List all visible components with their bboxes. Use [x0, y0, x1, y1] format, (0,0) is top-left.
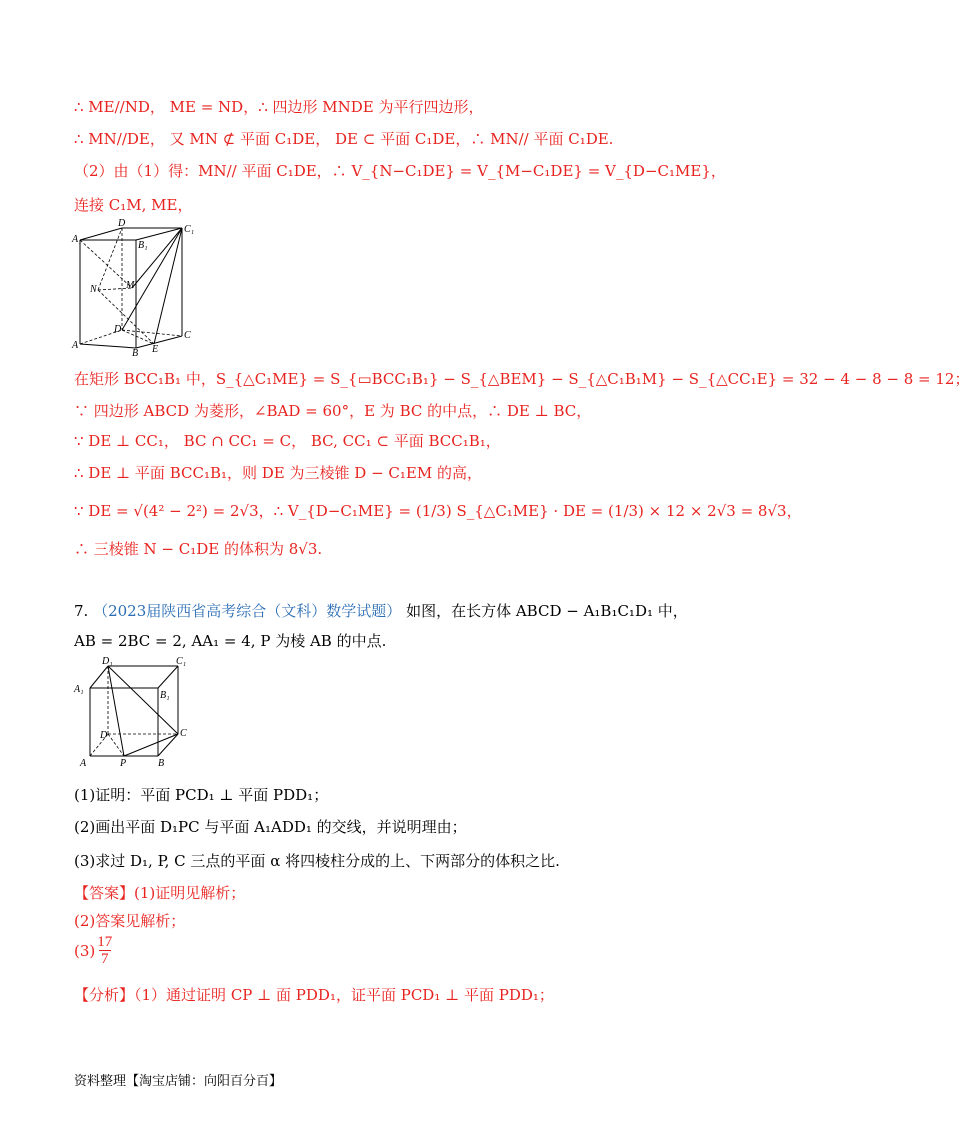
analysis-tag: 【分析】	[74, 986, 135, 1004]
fig1-label-B: B	[132, 348, 139, 359]
answer-3-fraction	[97, 934, 112, 967]
answer-3	[74, 934, 112, 967]
fig1-label-C: C	[184, 330, 191, 341]
solution-line-8: ∴ DE ⊥ 平面 BCC₁B₁，则 DE 为三棱锥 D − C₁EM 的高，	[74, 464, 482, 482]
solution-line-1: ∴ ME//ND， ME = ND，∴ 四边形 MNDE 为平行四边形，	[74, 98, 484, 116]
page-footer: 资料整理【淘宝店铺：向阳百分百】	[74, 1074, 283, 1089]
answer-line-1	[74, 882, 245, 903]
question-1: (1)证明：平面 PCD₁ ⊥ 平面 PDD₁；	[74, 786, 329, 804]
fig2-label-A1: A₁	[74, 684, 84, 695]
problem-number: 7.	[74, 602, 89, 620]
fig1-label-D-bottom: D	[114, 324, 122, 335]
fig2-label-P: P	[120, 758, 127, 769]
answer-3-prefix: (3)	[74, 941, 96, 960]
answer-1: (1)证明见解析；	[134, 884, 246, 902]
answer-2: (2)答案见解析；	[74, 912, 186, 930]
fig2-label-C1: C₁	[176, 656, 187, 667]
fig1-label-E: E	[152, 344, 159, 355]
answer-tag: 【答案】	[74, 884, 135, 902]
fig1-label-M: M	[126, 280, 135, 291]
prism-figure-1	[72, 218, 202, 358]
analysis-line	[74, 984, 554, 1005]
solution-line-4: 连接 C₁M, ME，	[74, 196, 193, 214]
problem-stem-a: 如图，在长方体 ABCD − A₁B₁C₁D₁ 中，	[406, 602, 688, 620]
fig1-label-A1: A₁	[72, 234, 82, 245]
fig2-label-C: C	[180, 728, 187, 739]
fig1-label-B1: B₁	[138, 240, 148, 251]
solution-line-7: ∵ DE ⊥ CC₁， BC ∩ CC₁ = C， BC, CC₁ ⊂ 平面 BCC₁B₁，	[74, 432, 501, 450]
analysis-text: （1）通过证明 CP ⊥ 面 PDD₁，证平面 PCD₁ ⊥ 平面 PDD₁；	[134, 986, 554, 1004]
solution-line-5: 在矩形 BCC₁B₁ 中，S_{△C₁ME} = S_{▭BCC₁B₁} − S_{△BEM} − S_{△C₁B₁M} − S_{△CC₁E} = 32 − 4 − 8 − 8 = 12；	[74, 370, 969, 388]
answer-3-numerator: 17	[97, 934, 113, 950]
answer-3-denominator: 7	[101, 951, 109, 967]
question-3: (3)求过 D₁, P, C 三点的平面 α 将四棱柱分成的上、下两部分的体积之比.	[74, 852, 560, 870]
solution-line-9: ∵ DE = √(4² − 2²) = 2√3，∴ V_{D−C₁ME} = (1/3) S_{△C₁ME} · DE = (1/3) × 12 × 2√3 = 8√3，	[74, 502, 802, 520]
fig1-label-A: A	[72, 340, 79, 351]
fig2-label-D: D	[100, 730, 108, 741]
fig2-label-D1: D₁	[102, 656, 113, 667]
solution-line-6: ∵ 四边形 ABCD 为菱形，∠BAD = 60°，E 为 BC 的中点，∴ DE ⊥ BC，	[74, 402, 592, 420]
fig1-label-C1: C₁	[184, 224, 195, 235]
solution-line-2: ∴ MN//DE， 又 MN ⊄ 平面 C₁DE， DE ⊂ 平面 C₁DE，∴ MN// 平面 C₁DE.	[74, 130, 614, 148]
question-2: (2)画出平面 D₁PC 与平面 A₁ADD₁ 的交线，并说明理由；	[74, 818, 467, 836]
problem-source: （2023届陕西省高考综合（文科）数学试题）	[93, 602, 402, 620]
solution-line-3: （2）由（1）得：MN// 平面 C₁DE，∴ V_{N−C₁DE} = V_{M−C₁DE} = V_{D−C₁ME}，	[74, 162, 726, 180]
problem-7-header	[74, 600, 688, 621]
solution-line-10: ∴ 三棱锥 N − C₁DE 的体积为 8√3.	[74, 540, 323, 558]
fig2-label-B1: B₁	[160, 690, 170, 701]
cuboid-figure-2	[72, 654, 202, 772]
fig2-label-B: B	[158, 758, 165, 769]
problem-stem-b: AB = 2BC = 2, AA₁ = 4, P 为棱 AB 的中点.	[74, 632, 387, 650]
fig1-label-D: D	[118, 218, 126, 229]
fig2-label-A: A	[80, 758, 87, 769]
fig1-label-N: N	[90, 284, 97, 295]
